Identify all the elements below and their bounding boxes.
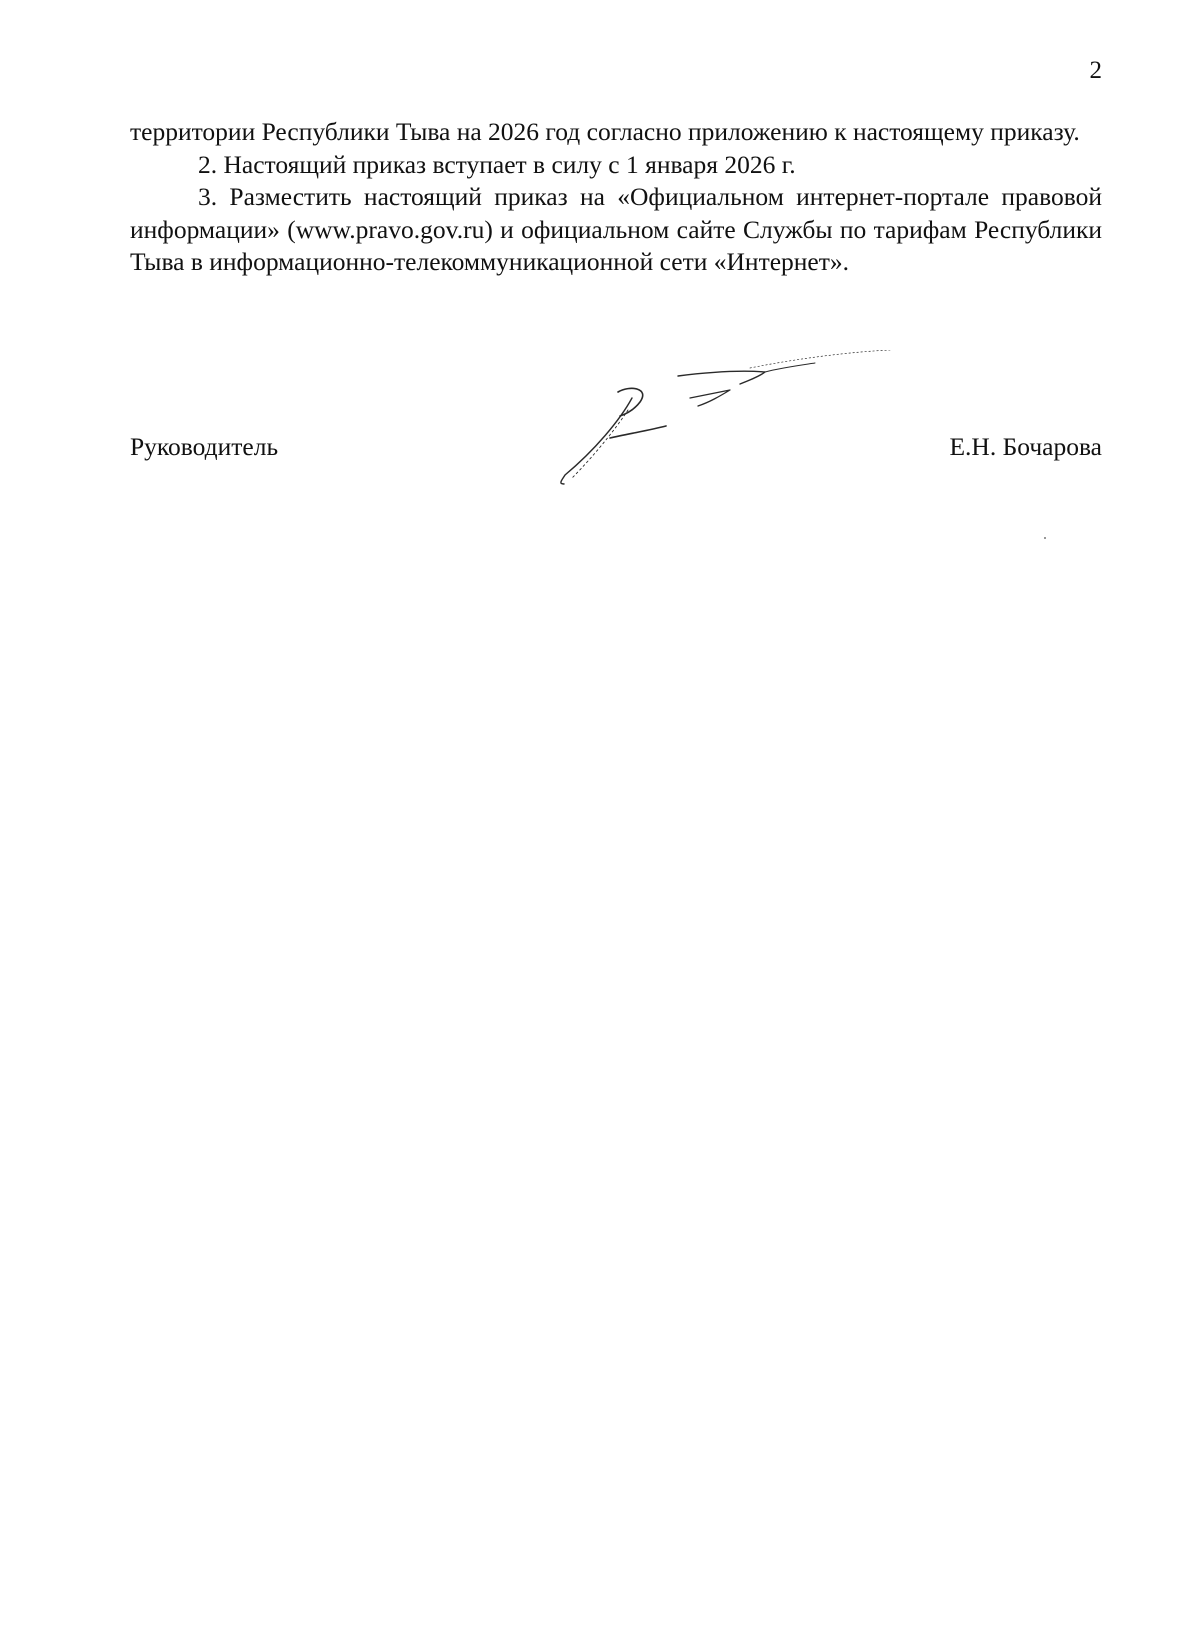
- paragraph-item-3: 3. Разместить настоящий приказ на «Официальном интернет-портале правовой информации» (www.pravo.gov.ru) и официальном сайте Службы по тарифам Республики Тыва в информационно-телекоммуникационной сети «Интернет».: [130, 182, 1102, 276]
- paragraph-item-2: 2. Настоящий приказ вступает в силу с 1 января 2026 г.: [198, 149, 796, 179]
- page-number: 2: [1089, 57, 1102, 84]
- signer-position: Руководитель: [130, 432, 279, 461]
- document-body: [130, 116, 1102, 279]
- paragraph-continuation: территории Республики Тыва на 2026 год согласно приложению к настоящему приказу.: [130, 117, 1080, 146]
- signer-name: Е.Н. Бочарова: [949, 432, 1102, 461]
- signature-block: [130, 432, 1102, 472]
- scan-speck: [1044, 537, 1046, 539]
